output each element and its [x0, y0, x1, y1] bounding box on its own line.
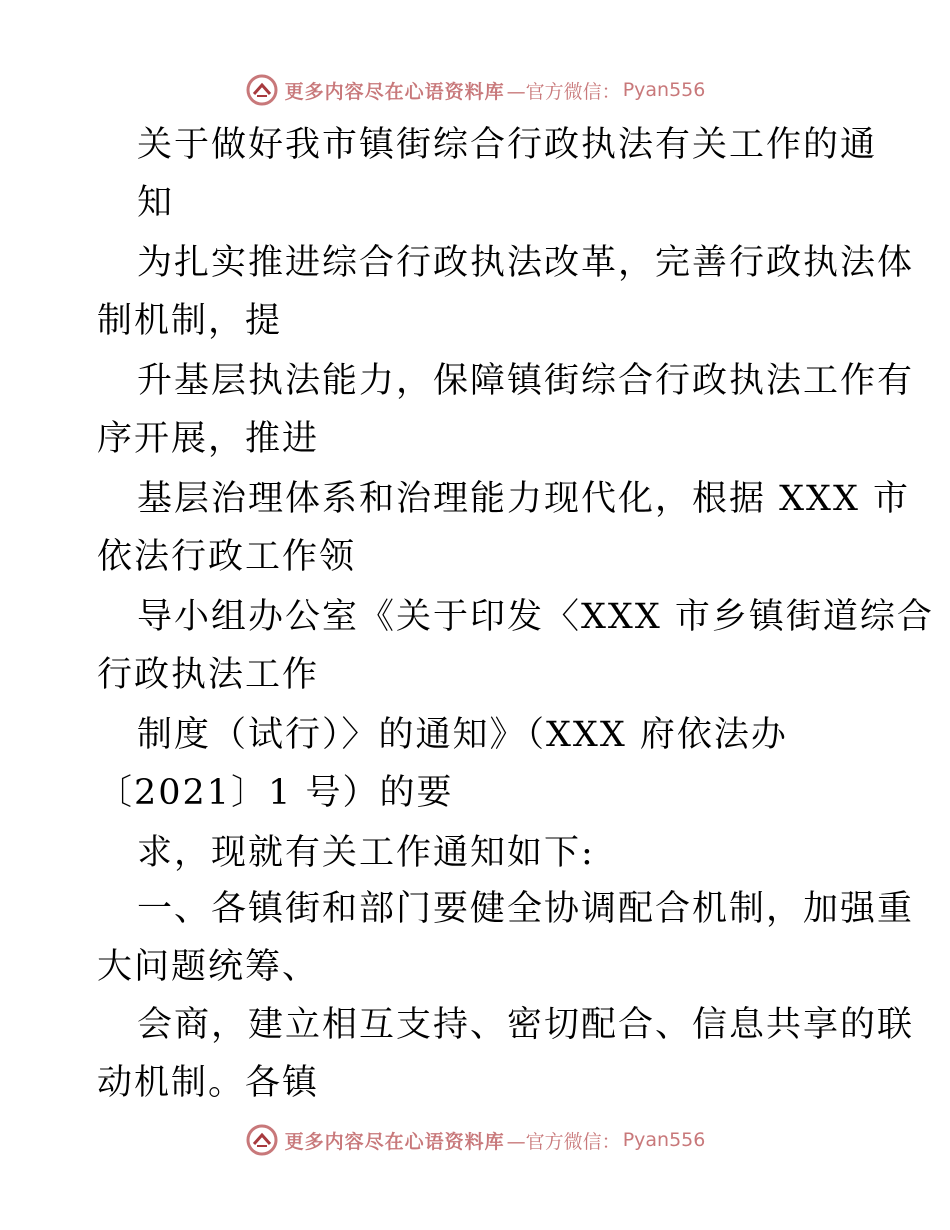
watermark-dash: —官方微信： [506, 80, 621, 103]
doc-text-line: 依法行政工作领 [97, 537, 357, 577]
watermark-wechat-id: Pyan556 [622, 79, 706, 101]
doc-text-line: 制机制，提 [97, 301, 283, 341]
watermark-brand: 更多内容尽在心语资料库 [284, 1130, 505, 1153]
doc-title-line: 关于做好我市镇街综合行政执法有关工作的通 [137, 125, 878, 165]
doc-title-line: 知 [137, 183, 175, 223]
doc-text-line: 导小组办公室《关于印发〈XXX 市乡镇街道综合 [137, 597, 934, 637]
doc-text-line: 会商，建立相互支持、密切配合、信息共享的联 [137, 1005, 915, 1045]
doc-text-line: 一、各镇街和部门要健全协调配合机制，加强重 [137, 889, 915, 929]
doc-text-line: 〔2021〕1 号）的要 [97, 773, 454, 813]
doc-text-line: 序开展，推进 [97, 419, 320, 459]
doc-text-line: 制度（试行）〉的通知》（XXX 府依法办 [137, 715, 788, 755]
doc-text-line: 大问题统筹、 [97, 947, 320, 987]
book-logo-icon [245, 1123, 279, 1157]
doc-text-line: 基层治理体系和治理能力现代化，根据 XXX 市 [137, 479, 911, 519]
doc-text-line: 动机制。各镇 [97, 1063, 320, 1103]
watermark-brand: 更多内容尽在心语资料库 [284, 80, 505, 103]
footer-watermark [0, 1120, 950, 1160]
doc-text-line: 行政执法工作 [97, 655, 320, 695]
doc-text-line: 为扎实推进综合行政执法改革，完善行政执法体 [137, 243, 915, 283]
watermark-dash: —官方微信： [506, 1130, 621, 1153]
watermark-wechat-id: Pyan556 [622, 1129, 706, 1151]
doc-text-line: 升基层执法能力，保障镇街综合行政执法工作有 [137, 361, 915, 401]
doc-text-line: 求，现就有关工作通知如下: [137, 833, 595, 873]
